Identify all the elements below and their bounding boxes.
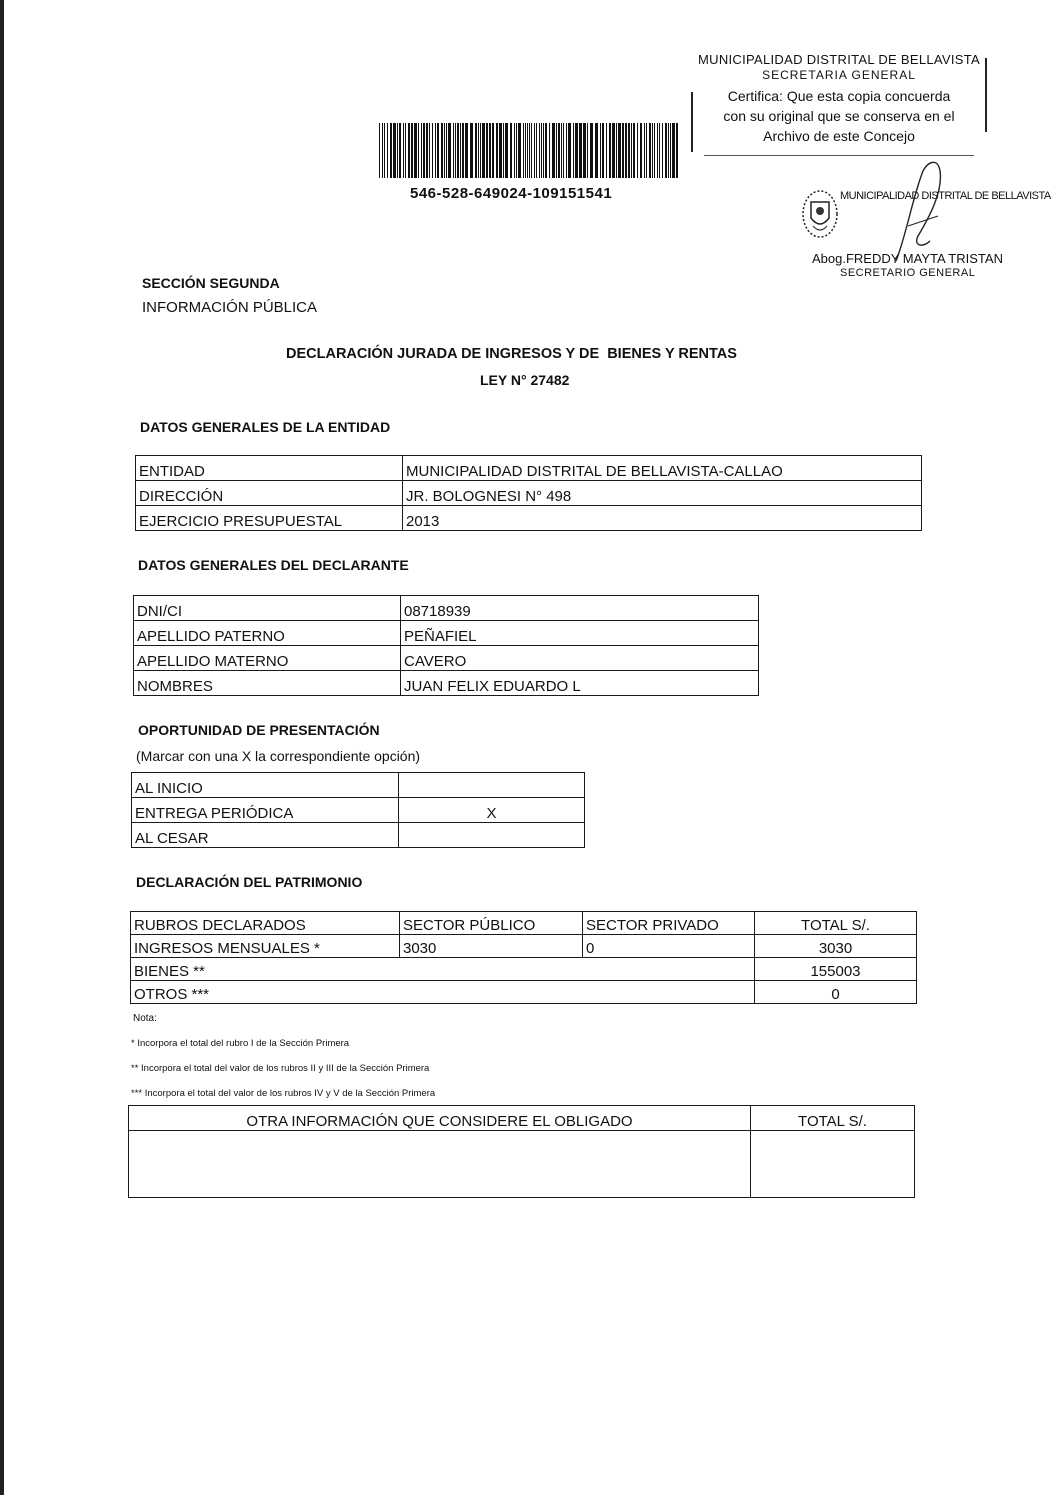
header-privado: SECTOR PRIVADO	[583, 912, 755, 935]
barcode-bar	[499, 123, 502, 178]
table-header-row	[129, 1106, 915, 1131]
barcode-bar	[397, 123, 398, 178]
other-info-total	[751, 1131, 915, 1198]
document-title: DECLARACIÓN JURADA DE INGRESOS Y DE BIENES Y RENTAS	[286, 346, 737, 362]
table-row	[134, 596, 759, 621]
barcode-bar	[525, 123, 526, 178]
municipal-seal-icon	[800, 188, 840, 240]
declarant-label: APELLIDO MATERNO	[134, 646, 401, 671]
header-total: TOTAL S/.	[755, 912, 917, 935]
barcode-bar	[662, 123, 663, 178]
barcode-bar	[566, 123, 567, 178]
barcode-bar	[523, 123, 524, 178]
otros-total: 0	[755, 981, 917, 1004]
table-row	[134, 671, 759, 696]
barcode-bar	[672, 123, 675, 178]
barcode-bar	[631, 123, 632, 178]
barcode-bar	[414, 123, 417, 178]
barcode-bar	[602, 123, 604, 178]
barcode-bar	[489, 123, 491, 178]
entity-table	[135, 455, 922, 531]
bienes-label: BIENES **	[131, 958, 755, 981]
barcode-bar	[435, 123, 436, 178]
opportunity-mark	[399, 823, 585, 848]
barcode-bar	[516, 123, 517, 178]
barcode-bar	[654, 123, 655, 178]
declarant-table	[133, 595, 759, 696]
barcode-bar	[552, 123, 555, 178]
barcode-bar	[616, 123, 617, 178]
barcode-number: 546-528-649024-109151541	[410, 185, 613, 202]
barcode-bar	[453, 123, 454, 178]
barcode-bar	[510, 123, 512, 178]
barcode-bar	[539, 123, 540, 178]
signatory-title: SECRETARIO GENERAL	[840, 267, 976, 279]
barcode-bar	[556, 123, 557, 178]
barcode-bar	[583, 123, 586, 178]
signature-scribble	[888, 156, 948, 266]
barcode-bar	[618, 123, 621, 178]
barcode-bar	[429, 123, 430, 178]
barcode-bar	[387, 123, 388, 178]
barcode-bar	[492, 123, 494, 178]
document-law: LEY N° 27482	[480, 372, 570, 388]
barcode-bar	[534, 123, 535, 178]
opportunity-label: ENTREGA PERIÓDICA	[132, 798, 399, 823]
ingresos-label: INGRESOS MENSUALES *	[131, 935, 400, 958]
entity-label: EJERCICIO PRESUPUESTAL	[136, 506, 403, 531]
barcode-bar	[640, 123, 642, 178]
barcode-bar	[527, 123, 528, 178]
ingresos-total: 3030	[755, 935, 917, 958]
barcode-bar	[455, 123, 456, 178]
entity-value: 2013	[403, 506, 922, 531]
patrimony-heading: DECLARACIÓN DEL PATRIMONIO	[136, 874, 363, 890]
barcode-bar	[646, 123, 647, 178]
ingresos-publico: 3030	[400, 935, 583, 958]
other-info-table	[128, 1105, 915, 1198]
barcode-bar	[390, 123, 392, 178]
barcode-bar	[609, 123, 611, 178]
opportunity-mark	[399, 773, 585, 798]
table-row	[136, 456, 922, 481]
barcode-bar	[531, 123, 532, 178]
bienes-total: 155003	[755, 958, 917, 981]
barcode-bar	[573, 123, 574, 178]
table-row	[132, 798, 585, 823]
table-row	[136, 506, 922, 531]
barcode-bar	[418, 123, 419, 178]
table-row	[129, 1131, 915, 1198]
stamp-bracket-right	[985, 58, 987, 132]
barcode-bar	[644, 123, 645, 178]
entity-label: DIRECCIÓN	[136, 481, 403, 506]
barcode-bar	[549, 123, 550, 178]
barcode-bar	[676, 123, 678, 178]
barcode-bar	[432, 123, 433, 178]
barcode-bar	[600, 123, 601, 178]
declarant-value: JUAN FELIX EDUARDO L	[401, 671, 759, 696]
barcode-bar	[475, 123, 477, 178]
barcode-bar	[444, 123, 445, 178]
barcode-bar	[652, 123, 653, 178]
header-publico: SECTOR PÚBLICO	[400, 912, 583, 935]
barcode-bar	[665, 123, 667, 178]
otros-label: OTROS ***	[131, 981, 755, 1004]
barcode	[377, 123, 680, 178]
barcode-bar	[393, 123, 396, 178]
declarant-label: DNI/CI	[134, 596, 401, 621]
barcode-bar	[505, 123, 508, 178]
barcode-bar	[558, 123, 560, 178]
opportunity-label: AL INICIO	[132, 773, 399, 798]
declarant-label: NOMBRES	[134, 671, 401, 696]
table-row	[131, 981, 917, 1004]
footnote-3: *** Incorpora el total del valor de los rubros IV y V de la Sección Primera	[131, 1088, 436, 1099]
header-rubros: RUBROS DECLARADOS	[131, 912, 400, 935]
barcode-bar	[486, 123, 488, 178]
other-info-content	[129, 1131, 751, 1198]
footnote-2: ** Incorpora el total del valor de los rubros II y III de la Sección Primera	[131, 1063, 430, 1074]
barcode-bar	[657, 123, 658, 178]
barcode-bar	[423, 123, 425, 178]
barcode-bar	[529, 123, 530, 178]
barcode-bar	[659, 123, 660, 178]
stamp-bracket-left	[691, 92, 693, 152]
barcode-bar	[575, 123, 578, 178]
barcode-bar	[518, 123, 521, 178]
barcode-bar	[496, 123, 498, 178]
ingresos-privado: 0	[583, 935, 755, 958]
barcode-bar	[543, 123, 544, 178]
seal-text: MUNICIPALIDAD DISTRITAL DE BELLAVISTA	[840, 190, 1051, 202]
barcode-bar	[541, 123, 542, 178]
stamp-line-5: Archivo de este Concejo	[763, 128, 915, 144]
certification-stamp	[694, 50, 984, 155]
barcode-bar	[470, 123, 473, 178]
table-row	[134, 621, 759, 646]
barcode-bar	[403, 123, 404, 178]
barcode-bar	[426, 123, 428, 178]
opportunity-mark: X	[399, 798, 585, 823]
barcode-bar	[379, 123, 380, 178]
barcode-bar	[462, 123, 464, 178]
barcode-bar	[457, 123, 459, 178]
stamp-line-3: Certifica: Que esta copia concuerda	[727, 88, 951, 104]
table-row	[131, 958, 917, 981]
barcode-bar	[382, 123, 383, 178]
stamp-line-4: con su original que se conserva en el	[723, 108, 955, 124]
barcode-bar	[536, 123, 537, 178]
barcode-bar	[568, 123, 571, 178]
declarant-value: PEÑAFIEL	[401, 621, 759, 646]
barcode-bar	[503, 123, 504, 178]
barcode-bar	[405, 123, 406, 178]
barcode-bar	[446, 123, 447, 178]
barcode-bar	[622, 123, 624, 178]
barcode-bar	[460, 123, 461, 178]
section-subtitle: INFORMACIÓN PÚBLICA	[142, 299, 318, 316]
entity-heading: DATOS GENERALES DE LA ENTIDAD	[140, 419, 391, 435]
stamp-line-2: SECRETARIA GENERAL	[762, 68, 916, 82]
barcode-bar	[668, 123, 669, 178]
barcode-bar	[411, 123, 413, 178]
opportunity-note: (Marcar con una X la correspondiente opción)	[136, 748, 421, 764]
barcode-bar	[480, 123, 481, 178]
patrimony-table	[130, 911, 917, 1004]
barcode-bar	[612, 123, 615, 178]
barcode-bar	[561, 123, 562, 178]
opportunity-heading: OPORTUNIDAD DE PRESENTACIÓN	[138, 722, 380, 738]
table-row	[132, 823, 585, 848]
stamp-line-1: MUNICIPALIDAD DISTRITAL DE BELLAVISTA	[698, 52, 980, 67]
table-header-row	[131, 912, 917, 935]
barcode-bar	[637, 123, 638, 178]
barcode-bar	[514, 123, 515, 178]
other-info-total-header: TOTAL S/.	[751, 1106, 915, 1131]
opportunity-table	[131, 772, 585, 848]
barcode-bar	[590, 123, 593, 178]
footnote-1: * Incorpora el total del rubro I de la Sección Primera	[131, 1038, 350, 1049]
barcode-bar	[437, 123, 439, 178]
barcode-bar	[595, 123, 598, 178]
barcode-bar	[421, 123, 422, 178]
table-row	[136, 481, 922, 506]
barcode-bar	[579, 123, 582, 178]
barcode-bar	[482, 123, 485, 178]
barcode-bar	[399, 123, 401, 178]
declarant-heading: DATOS GENERALES DEL DECLARANTE	[138, 557, 409, 573]
declarant-value: CAVERO	[401, 646, 759, 671]
entity-value: JR. BOLOGNESI N° 498	[403, 481, 922, 506]
section-title: SECCIÓN SEGUNDA	[142, 275, 280, 291]
table-row	[134, 646, 759, 671]
barcode-bar	[545, 123, 547, 178]
barcode-bar	[587, 123, 588, 178]
table-row	[132, 773, 585, 798]
declarant-label: APELLIDO PATERNO	[134, 621, 401, 646]
table-row	[131, 935, 917, 958]
scan-edge	[0, 0, 4, 1495]
barcode-bar	[670, 123, 671, 178]
entity-value: MUNICIPALIDAD DISTRITAL DE BELLAVISTA-CALLAO	[403, 456, 922, 481]
barcode-bar	[628, 123, 630, 178]
signatory-name: Abog.FREDDY MAYTA TRISTAN	[812, 251, 1003, 266]
barcode-bar	[441, 123, 443, 178]
other-info-header: OTRA INFORMACIÓN QUE CONSIDERE EL OBLIGADO	[129, 1106, 751, 1131]
barcode-bar	[563, 123, 564, 178]
barcode-bar	[384, 123, 385, 178]
barcode-bar	[408, 123, 410, 178]
barcode-bar	[625, 123, 627, 178]
entity-label: ENTIDAD	[136, 456, 403, 481]
barcode-bar	[606, 123, 607, 178]
barcode-bar	[448, 123, 451, 178]
note-label: Nota:	[133, 1013, 157, 1024]
barcode-bar	[478, 123, 479, 178]
barcode-bar	[465, 123, 468, 178]
declarant-value: 08718939	[401, 596, 759, 621]
barcode-bar	[633, 123, 635, 178]
barcode-bar	[649, 123, 651, 178]
opportunity-label: AL CESAR	[132, 823, 399, 848]
